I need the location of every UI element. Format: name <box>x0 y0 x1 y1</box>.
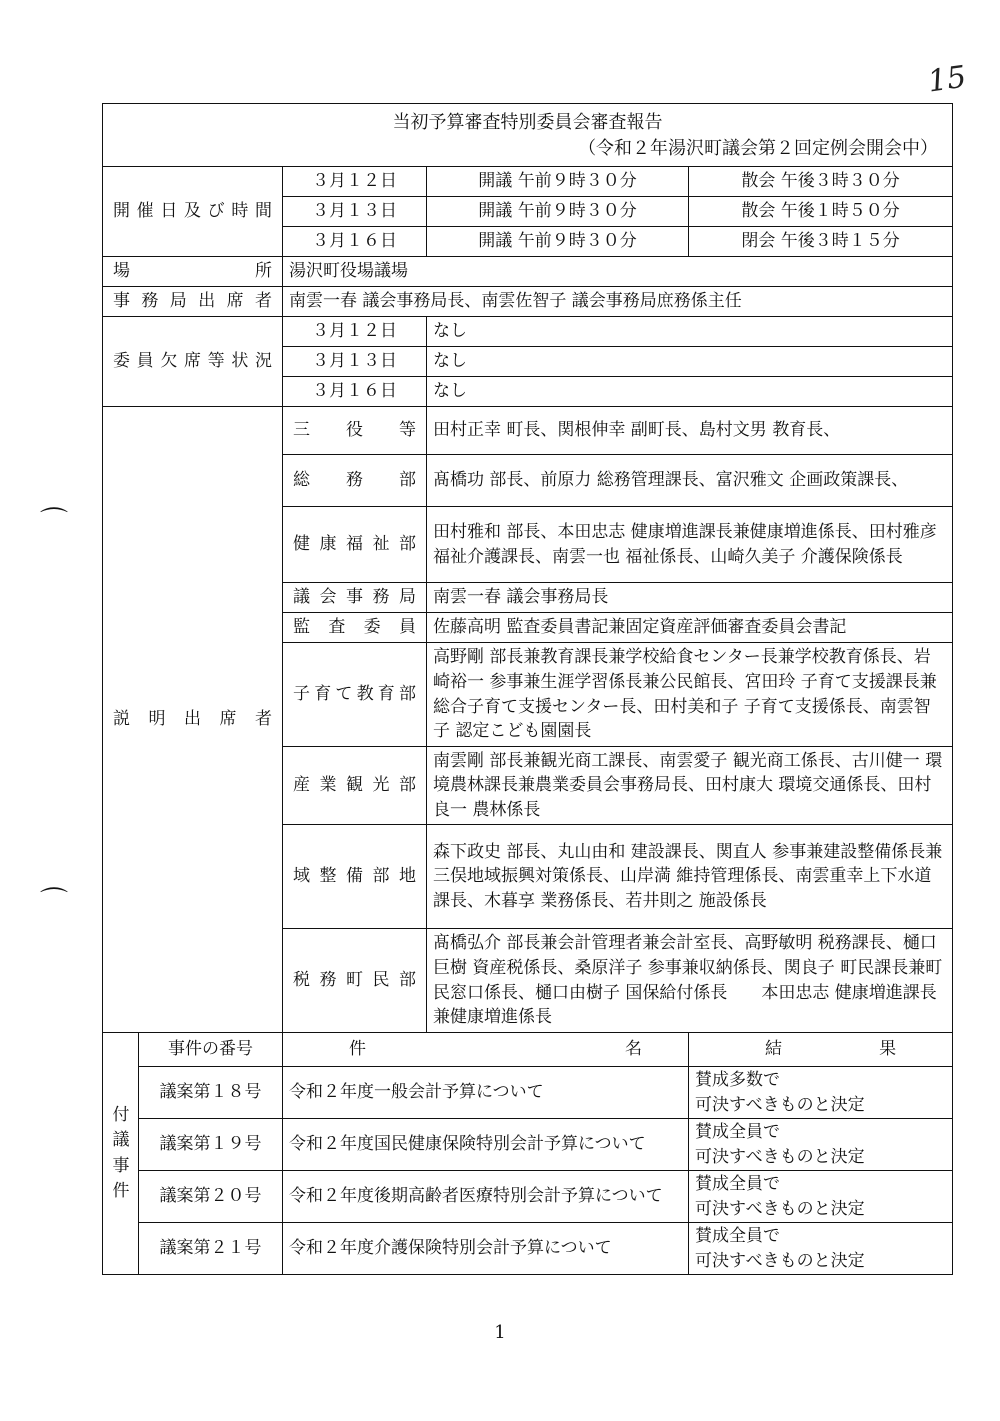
case-result-line1: 賛成全員で <box>695 1173 780 1194</box>
schedule-open: 開議 午前９時３０分 <box>427 227 689 257</box>
absence-value: なし <box>427 347 953 377</box>
dept-attendees: 南雲一春 議会事務局長 <box>427 583 953 613</box>
cases-header-subject-a: 件 <box>349 1039 366 1060</box>
explainers-label: 説明出席者 <box>103 407 283 1033</box>
case-result-line2: 可決すべきものと決定 <box>695 1250 865 1271</box>
report-subtitle: （令和２年湯沢町議会第２回定例会開会中） <box>578 138 939 159</box>
dept-attendees: 田村正幸 町長、関根伸幸 副町長、島村文男 教育長、 <box>427 407 953 455</box>
cases-label-cell <box>103 1033 139 1275</box>
cases-header-result-b: 果 <box>879 1039 897 1060</box>
dept-attendees: 森下政史 部長、丸山由和 建設課長、関直人 参事兼建設整備係長兼三俣地域振興対策係長、山岸満 維持管理係長、南雲重幸上下水道課長、木暮享 業務係長、若井則之 施設係長 <box>427 825 953 929</box>
dept-name: 産業観光部 <box>283 747 427 825</box>
case-number: 議案第１８号 <box>139 1067 283 1119</box>
binder-hole-mark: ⌒ <box>40 885 69 918</box>
case-number: 議案第１９号 <box>139 1119 283 1171</box>
cases-header-result <box>689 1033 953 1067</box>
place-value: 湯沢町役場議場 <box>283 257 953 287</box>
schedule-date: ３月１３日 <box>283 197 427 227</box>
secretariat-value: 南雲一春 議会事務局長、南雲佐智子 議会事務局庶務係主任 <box>283 287 953 317</box>
dept-name: 議会事務局 <box>283 583 427 613</box>
dept-name: 税務町民部 <box>283 929 427 1033</box>
schedule-close: 散会 午後３時３０分 <box>689 167 953 197</box>
schedule-date: ３月１２日 <box>283 167 427 197</box>
schedule-label: 開催日及び時間 <box>103 167 283 257</box>
case-result-line1: 賛成全員で <box>695 1121 780 1142</box>
case-subject: 令和２年度一般会計予算について <box>283 1067 689 1119</box>
dept-name: 子育て教育部 <box>283 643 427 747</box>
case-result-line2: 可決すべきものと決定 <box>695 1146 865 1167</box>
schedule-close: 散会 午後１時５０分 <box>689 197 953 227</box>
cases-header-subject <box>283 1033 689 1067</box>
case-result <box>689 1067 953 1119</box>
schedule-date: ３月１６日 <box>283 227 427 257</box>
dept-name: 健康福祉部 <box>283 507 427 583</box>
cases-label: 付議事件 <box>112 1104 130 1201</box>
schedule-close: 閉会 午後３時１５分 <box>689 227 953 257</box>
dept-name: 域整備部地 <box>283 825 427 929</box>
title-cell <box>103 104 953 167</box>
binder-hole-mark: ⌒ <box>40 505 69 538</box>
cases-header-number: 事件の番号 <box>139 1033 283 1067</box>
dept-attendees: 髙橋弘介 部長兼会計管理者兼会計室長、高野敏明 税務課長、樋口巨樹 資産税係長、桑原洋子 参事兼収納係長、関良子 町民課長兼町民窓口係長、樋口由樹子 国保給付係長 本田忠志 健康増進課長兼健康増進係長 <box>427 929 953 1033</box>
dept-attendees: 佐藤高明 監査委員書記兼固定資産評価審査委員会書記 <box>427 613 953 643</box>
dept-name: 総務部 <box>283 455 427 507</box>
case-result <box>689 1223 953 1275</box>
absence-date: ３月１６日 <box>283 377 427 407</box>
absence-date: ３月１３日 <box>283 347 427 377</box>
report-title: 当初予算審査特別委員会審査報告 <box>392 112 663 133</box>
case-subject: 令和２年度国民健康保険特別会計予算について <box>283 1119 689 1171</box>
report-table <box>102 103 953 1275</box>
dept-attendees: 田村雅和 部長、本田忠志 健康増進課長兼健康増進係長、田村雅彦 福祉介護課長、南雲一也 福祉係長、山崎久美子 介護保険係長 <box>427 507 953 583</box>
absence-value: なし <box>427 377 953 407</box>
schedule-open: 開議 午前９時３０分 <box>427 197 689 227</box>
case-result-line2: 可決すべきものと決定 <box>695 1094 865 1115</box>
absence-value: なし <box>427 317 953 347</box>
page-number: 1 <box>494 1322 506 1343</box>
absence-label: 委員欠席等状況 <box>103 317 283 407</box>
dept-attendees: 高野剛 部長兼教育課長兼学校給食センター長兼学校教育係長、岩崎裕一 参事兼生涯学習係長兼公民館長、宮田玲 子育て支援課長兼総合子育て支援センター長、田村美和子 子育て支援係長、南雲智子 認定こども園園長 <box>427 643 953 747</box>
dept-name: 監査委員 <box>283 613 427 643</box>
case-result-line1: 賛成全員で <box>695 1225 780 1246</box>
case-subject: 令和２年度後期高齢者医療特別会計予算について <box>283 1171 689 1223</box>
handwritten-page-number: 15 <box>925 59 969 100</box>
case-subject: 令和２年度介護保険特別会計予算について <box>283 1223 689 1275</box>
case-result <box>689 1119 953 1171</box>
dept-name: 三役等 <box>283 407 427 455</box>
cases-header-subject-b: 名 <box>625 1039 642 1060</box>
case-number: 議案第２１号 <box>139 1223 283 1275</box>
schedule-open: 開議 午前９時３０分 <box>427 167 689 197</box>
dept-attendees: 南雲剛 部長兼観光商工課長、南雲愛子 観光商工係長、古川健一 環境農林課長兼農業委員会事務局長、田村康大 環境交通係長、田村良一 農林係長 <box>427 747 953 825</box>
dept-attendees: 髙橋功 部長、前原力 総務管理課長、富沢雅文 企画政策課長、 <box>427 455 953 507</box>
case-result <box>689 1171 953 1223</box>
cases-header-result-a: 結 <box>765 1039 782 1060</box>
case-result-line2: 可決すべきものと決定 <box>695 1198 865 1219</box>
secretariat-label: 事務局出席者 <box>103 287 283 317</box>
absence-date: ３月１２日 <box>283 317 427 347</box>
case-result-line1: 賛成多数で <box>695 1069 780 1090</box>
place-label: 場所 <box>103 257 283 287</box>
case-number: 議案第２０号 <box>139 1171 283 1223</box>
